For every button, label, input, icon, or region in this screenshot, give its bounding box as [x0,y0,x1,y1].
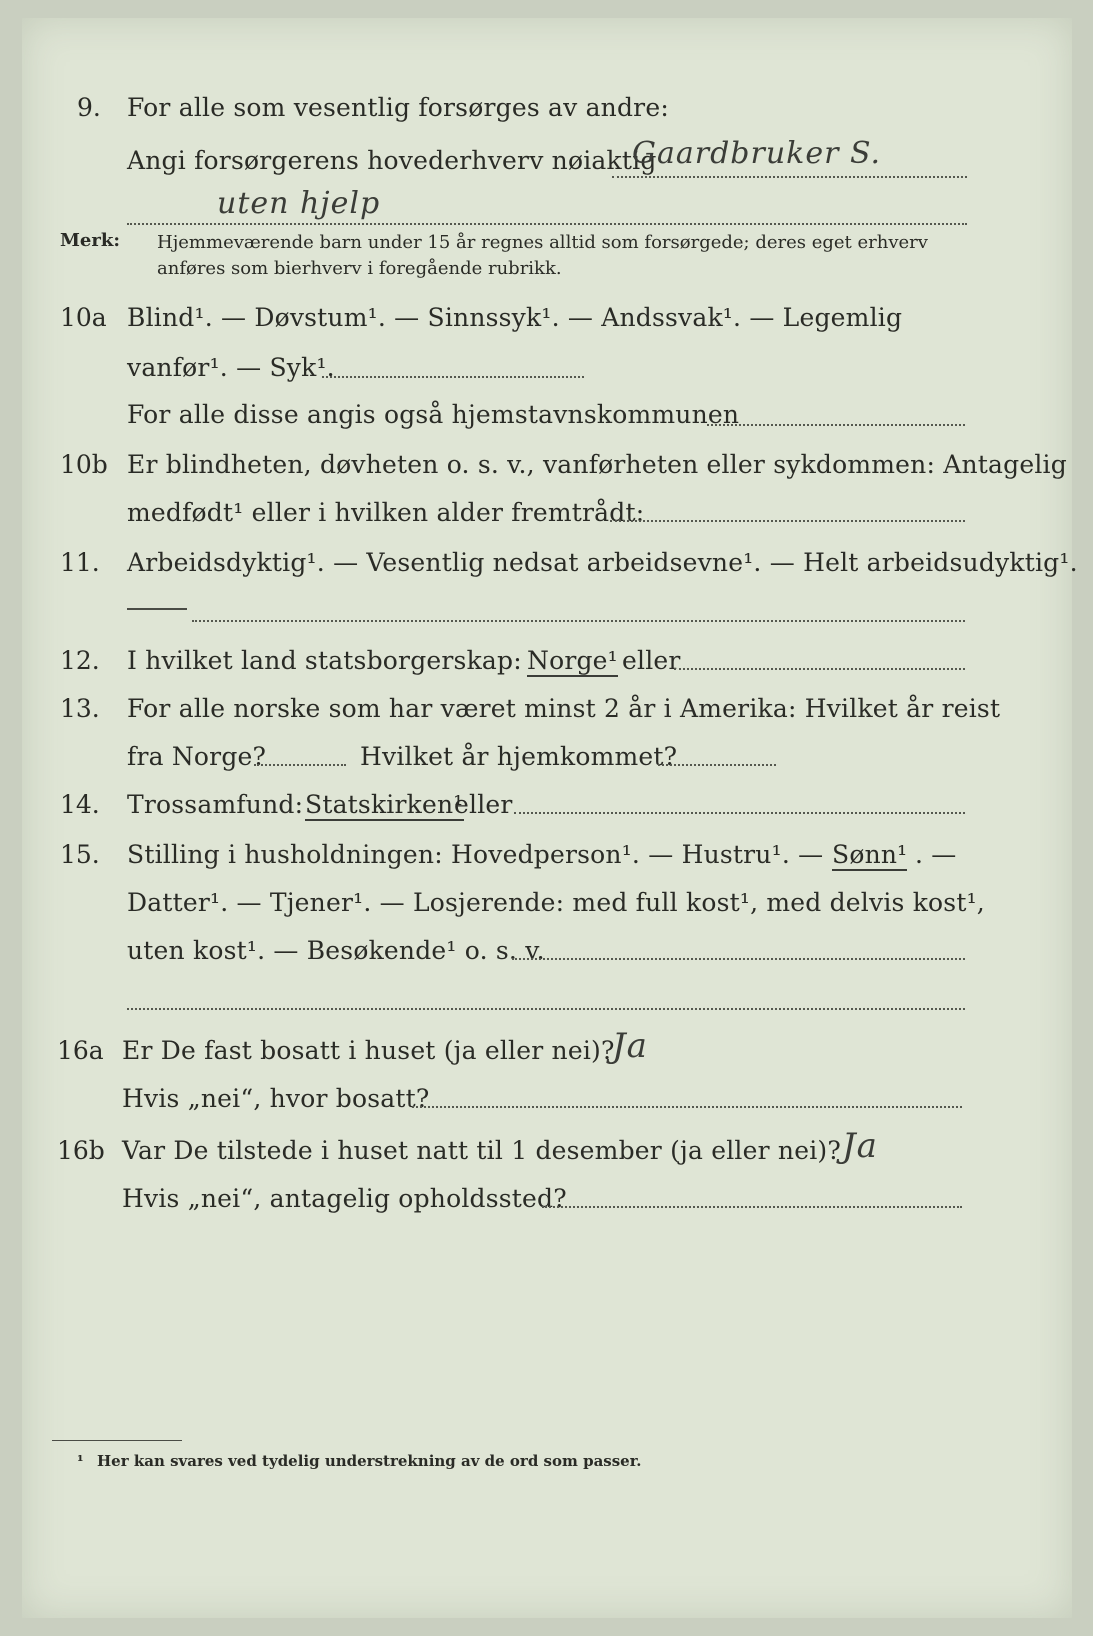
q9-answer-line [612,176,967,178]
q12-number: 12. [60,646,100,675]
q13-number: 13. [60,694,100,723]
census-form-page [22,18,1078,1618]
q16b-handwritten-answer: Ja [842,1126,878,1166]
q15-sonn-underlined: Sønn¹ [832,840,908,869]
q11-number: 11. [60,548,100,577]
q9-handwritten-answer2: uten hjelp [217,186,381,221]
footnote-mark: ¹ [77,1452,84,1470]
q10a-line3: For alle disse angis også hjemstavnskommunen [127,400,740,429]
q14-answer-line [514,812,965,814]
q16b-line2: Hvis „nei“, antagelig opholdssted? [122,1184,567,1213]
q9-line1: For alle som vesentlig forsørges av andre: [127,93,669,122]
q9-answer-line2 [127,223,967,225]
q11-line1: Arbeidsdyktig¹. — Vesentlig nedsat arbeidsevne¹. — Helt arbeidsudyktig¹. [127,548,1078,577]
q11-underline-mark [127,608,187,610]
q12-norge-underlined: Norge¹ [527,646,618,675]
q13-hjem-line [658,764,776,766]
q16a-line1: Er De fast bosatt i huset (ja eller nei)? [122,1036,615,1065]
q16a-handwritten-answer: Ja [612,1026,648,1066]
q16a-number: 16a [57,1036,104,1065]
q16b-number: 16b [57,1136,105,1165]
merk-label: Merk: [60,230,120,251]
q16a-line2: Hvis „nei“, hvor bosatt? [122,1084,430,1113]
q16b-answer-line [542,1206,962,1208]
q9-number: 9. [77,93,101,122]
q12-answer-line [674,668,965,670]
q14-eller: eller [454,790,513,819]
q10b-line1: Er blindheten, døvheten o. s. v., vanførheten eller sykdommen: Antagelig [127,450,1067,479]
q10a-kommune-line [707,424,965,426]
q13-line2a: fra Norge? [127,742,267,771]
q10a-line2: vanfør¹. — Syk¹. [127,353,335,382]
q14-number: 14. [60,790,100,819]
q10b-answer-line [610,520,965,522]
q13-line1: For alle norske som har været minst 2 år i Amerika: Hvilket år reist [127,694,1001,723]
q11-answer-line [192,620,965,622]
q13-reist-line [254,764,346,766]
q15-line1a: Stilling i husholdningen: Hovedperson¹. — Hustru¹. — [127,840,824,869]
q15-line1b: . — [915,840,957,869]
q9-handwritten-answer1: Gaardbruker S. [632,136,881,171]
q13-line2b: Hvilket år hjemkommet? [360,742,678,771]
q10a-line1: Blind¹. — Døvstum¹. — Sinnssyk¹. — Andssvak¹. — Legemlig [127,303,903,332]
footnote-text: Her kan svares ved tydelig understrekning av de ord som passer. [97,1452,642,1470]
q15-number: 15. [60,840,100,869]
merk-line1: Hjemmeværende barn under 15 år regnes alltid som forsørgede; deres eget erhverv [157,232,928,253]
q12-line1: I hvilket land statsborgerskap: [127,646,522,675]
q9-line2: Angi forsørgerens hovederhverv nøiaktig [127,146,657,175]
q16b-line1: Var De tilstede i huset natt til 1 desember (ja eller nei)? [122,1136,841,1165]
q16a-answer-line [412,1106,962,1108]
q10b-number: 10b [60,450,108,479]
footnote-rule [52,1440,182,1441]
q15-line2: Datter¹. — Tjener¹. — Losjerende: med full kost¹, med delvis kost¹, [127,888,985,917]
q10a-syk-line [322,376,584,378]
q15-answer-line2 [127,1008,965,1010]
q10a-number: 10a [60,303,107,332]
merk-line2: anføres som bierhverv i foregående rubrikk. [157,258,562,279]
q15-answer-line [512,958,965,960]
q14-label: Trossamfund: [127,790,304,819]
q12-eller: eller [622,646,681,675]
q15-line3: uten kost¹. — Besøkende¹ o. s. v. [127,936,545,965]
q14-statskirken-underlined: Statskirken¹ [305,790,464,819]
q10b-line2: medfødt¹ eller i hvilken alder fremtrådt: [127,498,645,527]
